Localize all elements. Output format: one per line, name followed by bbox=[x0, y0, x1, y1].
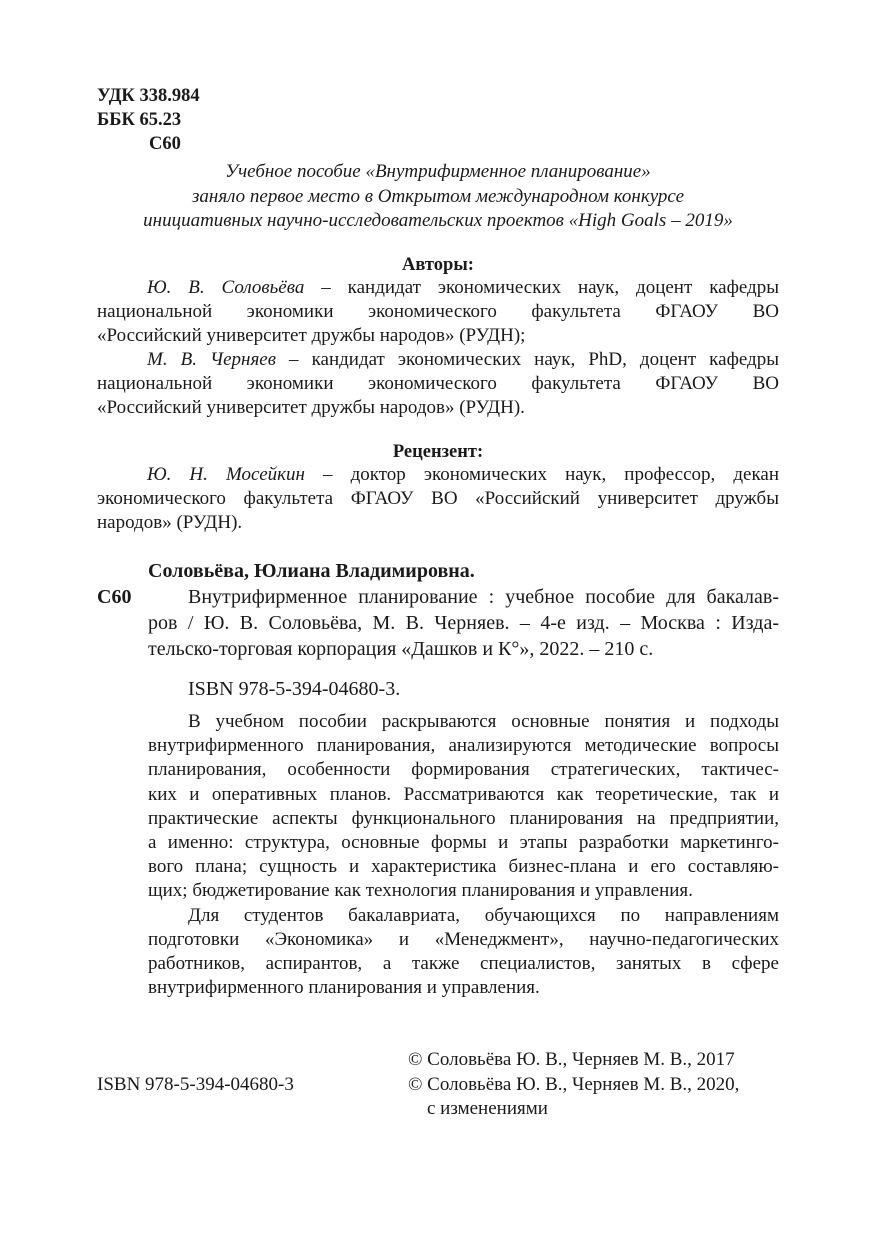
author1-name: Ю. В. Соловьёва bbox=[147, 277, 305, 298]
reviewer-name: Ю. Н. Мосейкин bbox=[147, 464, 305, 485]
abstract-p1-line: внутрифирменного планирования, анализируются методические вопросы bbox=[148, 735, 779, 757]
award-statement bbox=[97, 160, 779, 234]
abstract-p1-line: планирования, особенности формирования стратегических, тактичес- bbox=[148, 759, 779, 781]
reviewer-line1 bbox=[97, 463, 779, 487]
reviewer-block bbox=[97, 463, 779, 535]
abstract-p1-line: В учебном пособии раскрываются основные понятия и подходы bbox=[188, 711, 779, 732]
bib-line1: Внутрифирменное планирование : учебное пособие для бакалав- bbox=[188, 586, 779, 608]
copyright-block bbox=[408, 1048, 808, 1122]
award-line: заняло первое место в Открытом международном конкурсе bbox=[191, 185, 685, 207]
reviewer-heading: Рецензент: bbox=[392, 442, 484, 462]
author2-line1 bbox=[97, 348, 779, 372]
author1-line2: национальной экономики экономического факультета ФГАОУ ВО bbox=[97, 301, 779, 322]
reviewer-desc: – доктор экономических наук, профессор, декан bbox=[304, 464, 779, 485]
author1-line3: «Российский университет дружбы народов» (РУДН); bbox=[97, 325, 526, 346]
award-line: инициативных научно-исследовательских проектов «High Goals – 2019» bbox=[143, 210, 733, 231]
author2-line2: национальной экономики экономического факультета ФГАОУ ВО bbox=[97, 373, 779, 394]
copyright-line-changes: с изменениями bbox=[427, 1098, 548, 1119]
bib-mark: С60 bbox=[97, 586, 132, 608]
reviewer-line2: экономического факультета ФГАОУ ВО «Российский университет дружбы bbox=[97, 488, 779, 509]
author2-line3: «Российский университет дружбы народов» (РУДН). bbox=[97, 397, 525, 418]
author2-name: М. В. Черняев bbox=[147, 349, 276, 370]
abstract-p2-line: работников, аспирантов, а также специалистов, занятых в сфере bbox=[148, 953, 779, 975]
abstract-p2-line: внутрифирменного планирования и управления. bbox=[148, 977, 540, 999]
bib-line3: тельско-торговая корпорация «Дашков и К°», 2022. – 210 с. bbox=[148, 638, 654, 660]
abstract-p1-line: вого плана; сущность и характеристика бизнес-плана и его составляю- bbox=[148, 856, 779, 878]
abstract bbox=[148, 710, 779, 1000]
copyright-line-2017: © Соловьёва Ю. В., Черняев М. В., 2017 bbox=[408, 1049, 735, 1070]
copyright-line-2020: © Соловьёва Ю. В., Черняев М. В., 2020, bbox=[408, 1073, 740, 1095]
bib-isbn: ISBN 978-5-394-04680-3. bbox=[188, 678, 401, 700]
abstract-p1-line: ких и оперативных планов. Рассматриваются как теоретические, так и bbox=[148, 783, 779, 805]
abstract-p1-line: а именно: структура, основные формы и этапы разработки маркетинго- bbox=[148, 832, 779, 854]
reviewer-line3: народов» (РУДН). bbox=[97, 512, 243, 533]
classification-codes bbox=[97, 84, 297, 156]
footer-isbn: ISBN 978-5-394-04680-3 bbox=[97, 1074, 294, 1095]
main-author-entry: Соловьёва, Юлиана Владимировна. bbox=[148, 560, 475, 582]
author2-desc: – кандидат экономических наук, PhD, доцент кафедры bbox=[275, 349, 779, 370]
author-mark: С60 bbox=[149, 134, 181, 154]
udk-code: УДК 338.984 bbox=[97, 86, 200, 106]
authors-heading: Авторы: bbox=[402, 255, 474, 275]
abstract-p2-line: подготовки «Экономика» и «Менеджмент», научно-педагогических bbox=[148, 928, 779, 950]
abstract-p1-line: щих; бюджетирование как технология планирования и управления. bbox=[148, 880, 693, 902]
bib-line2: ров / Ю. В. Соловьёва, М. В. Черняев. – 4-е изд. – Москва : Изда- bbox=[148, 612, 779, 634]
bbk-code: ББК 65.23 bbox=[97, 110, 182, 130]
bib-description bbox=[148, 584, 779, 662]
award-line: Учебное пособие «Внутрифирменное планирование» bbox=[225, 161, 651, 182]
author1-line1 bbox=[97, 276, 779, 300]
abstract-p1-line: практические аспекты функционального планирования на предприятии, bbox=[148, 807, 779, 829]
abstract-p2-line: Для студентов бакалавриата, обучающихся по направлениям bbox=[188, 904, 779, 926]
authors-block bbox=[97, 276, 779, 420]
author1-desc: – кандидат экономических наук, доцент кафедры bbox=[304, 277, 779, 298]
